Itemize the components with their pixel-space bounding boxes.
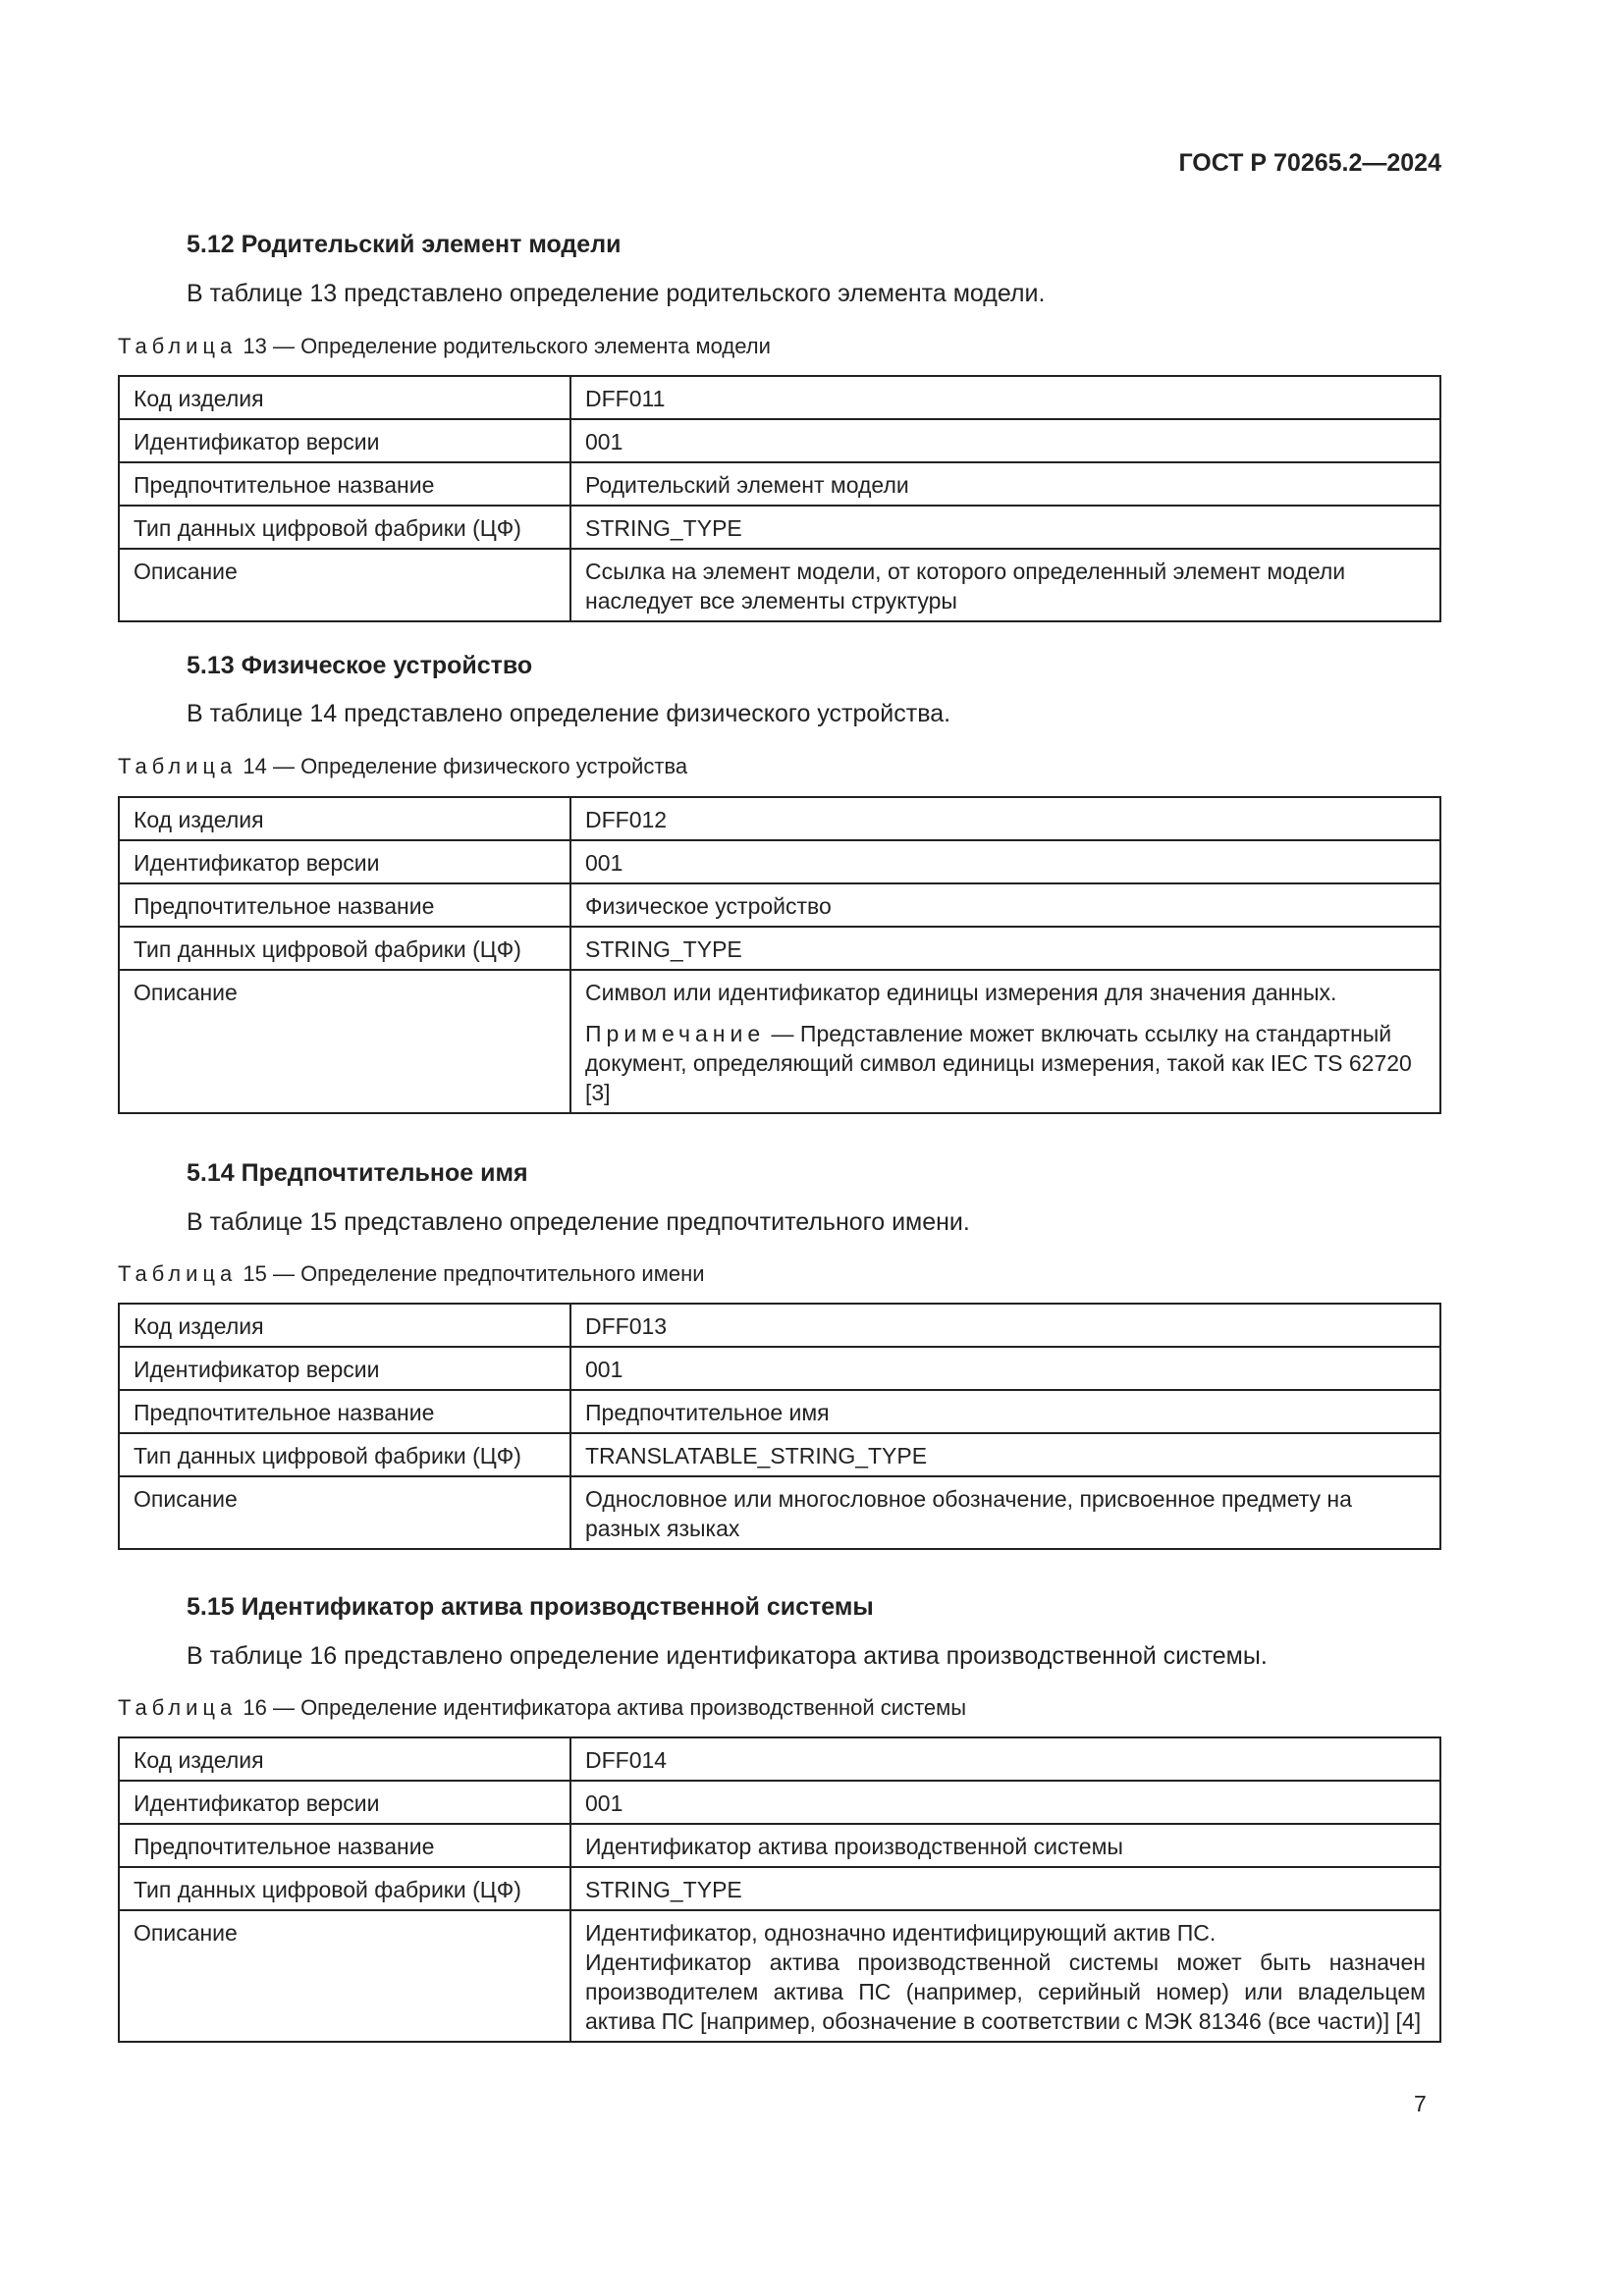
row-key: Предпочтительное название xyxy=(119,462,570,506)
definition-table xyxy=(118,1736,1441,2043)
definition-table xyxy=(118,1303,1441,1550)
table-row xyxy=(119,1910,1440,2042)
definition-table xyxy=(118,796,1441,1114)
row-value xyxy=(570,1304,1440,1347)
row-value-text: 001 xyxy=(585,1357,623,1382)
row-value xyxy=(570,1476,1440,1549)
row-value xyxy=(570,1824,1440,1867)
row-key: Код изделия xyxy=(119,1304,570,1347)
row-key: Идентификатор версии xyxy=(119,840,570,883)
table-row xyxy=(119,462,1440,506)
row-value xyxy=(570,927,1440,970)
table-caption xyxy=(118,1695,966,1721)
row-value-text: TRANSLATABLE_STRING_TYPE xyxy=(585,1443,928,1468)
row-value xyxy=(570,797,1440,840)
row-value xyxy=(570,840,1440,883)
row-value xyxy=(570,1781,1440,1824)
row-value xyxy=(570,1433,1440,1476)
row-key: Идентификатор версии xyxy=(119,419,570,462)
row-key: Описание xyxy=(119,1910,570,2042)
table-caption xyxy=(118,1261,705,1287)
row-value xyxy=(570,1910,1440,2042)
table-row xyxy=(119,549,1440,621)
row-key: Тип данных цифровой фабрики (ЦФ) xyxy=(119,927,570,970)
table-row xyxy=(119,506,1440,549)
row-value-text: Физическое устройство xyxy=(585,893,832,919)
section-paragraph: В таблице 15 представлено определение предпочтительного имени. xyxy=(187,1208,970,1236)
table-row xyxy=(119,970,1440,1113)
table-caption-title: 14 — Определение физического устройства xyxy=(237,754,688,778)
table-row xyxy=(119,797,1440,840)
row-value xyxy=(570,1737,1440,1781)
row-value-text: DFF011 xyxy=(585,386,666,411)
table-caption-label: Таблица xyxy=(118,1695,238,1720)
row-value-text: Предпочтительное имя xyxy=(585,1400,830,1425)
row-value-text: Символ или идентификатор единицы измерения для значения данных. xyxy=(585,980,1337,1005)
table-caption-label: Таблица xyxy=(118,754,238,778)
row-value xyxy=(570,419,1440,462)
row-key: Тип данных цифровой фабрики (ЦФ) xyxy=(119,506,570,549)
row-key: Предпочтительное название xyxy=(119,883,570,927)
row-value-text: STRING_TYPE xyxy=(585,1877,742,1902)
section-heading: 5.12 Родительский элемент модели xyxy=(187,231,622,258)
table-row xyxy=(119,1781,1440,1824)
row-value xyxy=(570,376,1440,419)
row-key: Предпочтительное название xyxy=(119,1824,570,1867)
table-row xyxy=(119,419,1440,462)
table-row xyxy=(119,927,1440,970)
table-row xyxy=(119,883,1440,927)
row-key: Тип данных цифровой фабрики (ЦФ) xyxy=(119,1433,570,1476)
table-caption-label: Таблица xyxy=(118,334,238,358)
table-row xyxy=(119,1304,1440,1347)
row-key: Код изделия xyxy=(119,797,570,840)
section-heading: 5.13 Физическое устройство xyxy=(187,652,533,679)
section-heading: 5.15 Идентификатор актива производственной системы xyxy=(187,1593,874,1621)
row-value xyxy=(570,1347,1440,1390)
page-number: 7 xyxy=(1414,2091,1427,2116)
row-value-text: STRING_TYPE xyxy=(585,936,742,962)
row-value-text: 001 xyxy=(585,429,623,454)
row-value xyxy=(570,1390,1440,1433)
row-key: Тип данных цифровой фабрики (ЦФ) xyxy=(119,1867,570,1910)
table-row xyxy=(119,376,1440,419)
note-label: Примечание xyxy=(585,1021,766,1046)
row-key: Код изделия xyxy=(119,1737,570,1781)
row-value-text: Родительский элемент модели xyxy=(585,472,909,498)
row-value xyxy=(570,883,1440,927)
row-value-text: STRING_TYPE xyxy=(585,515,742,541)
row-value-text: Идентификатор актива производственной системы xyxy=(585,1834,1123,1859)
row-value xyxy=(570,462,1440,506)
document-id: ГОСТ Р 70265.2—2024 xyxy=(1178,149,1441,177)
note-text: — Представление может включать ссылку на стандартный документ, определяющий символ единицы измерения, такой как IEC TS 62720 [3] xyxy=(585,1021,1412,1105)
table-row xyxy=(119,1824,1440,1867)
table-row xyxy=(119,1390,1440,1433)
row-key: Идентификатор версии xyxy=(119,1347,570,1390)
table-caption-title: 13 — Определение родительского элемента модели xyxy=(237,334,771,358)
table-row xyxy=(119,1737,1440,1781)
row-key: Идентификатор версии xyxy=(119,1781,570,1824)
row-key: Предпочтительное название xyxy=(119,1390,570,1433)
row-value-text: Однословное или многословное обозначение, присвоенное предмету на разных языках xyxy=(585,1486,1352,1541)
definition-table xyxy=(118,375,1441,622)
table-row xyxy=(119,1476,1440,1549)
table-row xyxy=(119,1433,1440,1476)
table-caption xyxy=(118,754,687,779)
section-paragraph: В таблице 13 представлено определение родительского элемента модели. xyxy=(187,280,1046,307)
row-key: Описание xyxy=(119,970,570,1113)
table-caption-label: Таблица xyxy=(118,1261,238,1286)
table-caption-title: 16 — Определение идентификатора актива производственной системы xyxy=(237,1695,967,1720)
row-key: Описание xyxy=(119,549,570,621)
table-row xyxy=(119,1347,1440,1390)
section-paragraph: В таблице 16 представлено определение идентификатора актива производственной системы. xyxy=(187,1642,1268,1670)
table-row xyxy=(119,840,1440,883)
row-note xyxy=(585,1019,1426,1107)
section-heading: 5.14 Предпочтительное имя xyxy=(187,1159,528,1187)
row-value-text: Идентификатор, однозначно идентифицирующий актив ПС. xyxy=(585,1920,1217,1946)
table-caption-title: 15 — Определение предпочтительного имени xyxy=(237,1261,705,1286)
row-key: Код изделия xyxy=(119,376,570,419)
row-value xyxy=(570,970,1440,1113)
row-value-text: Ссылка на элемент модели, от которого определенный элемент модели наследует все элементы структуры xyxy=(585,559,1346,614)
row-value-text: DFF012 xyxy=(585,807,668,832)
table-row xyxy=(119,1867,1440,1910)
row-value-text: 001 xyxy=(585,1790,623,1816)
row-key: Описание xyxy=(119,1476,570,1549)
row-value xyxy=(570,549,1440,621)
row-value xyxy=(570,1867,1440,1910)
row-value-text: DFF013 xyxy=(585,1313,668,1339)
row-value-text-continued: Идентификатор актива производственной системы может быть назначен производителем актива ПС (например, серийный номер) или владельцем актива ПС [например, обозначение в соответствии с МЭК 81346 (все части)] [4] xyxy=(585,1949,1426,2034)
row-value-text: DFF014 xyxy=(585,1747,668,1773)
row-value xyxy=(570,506,1440,549)
table-caption xyxy=(118,334,771,359)
row-value-text: 001 xyxy=(585,850,623,876)
section-paragraph: В таблице 14 представлено определение физического устройства. xyxy=(187,700,951,727)
